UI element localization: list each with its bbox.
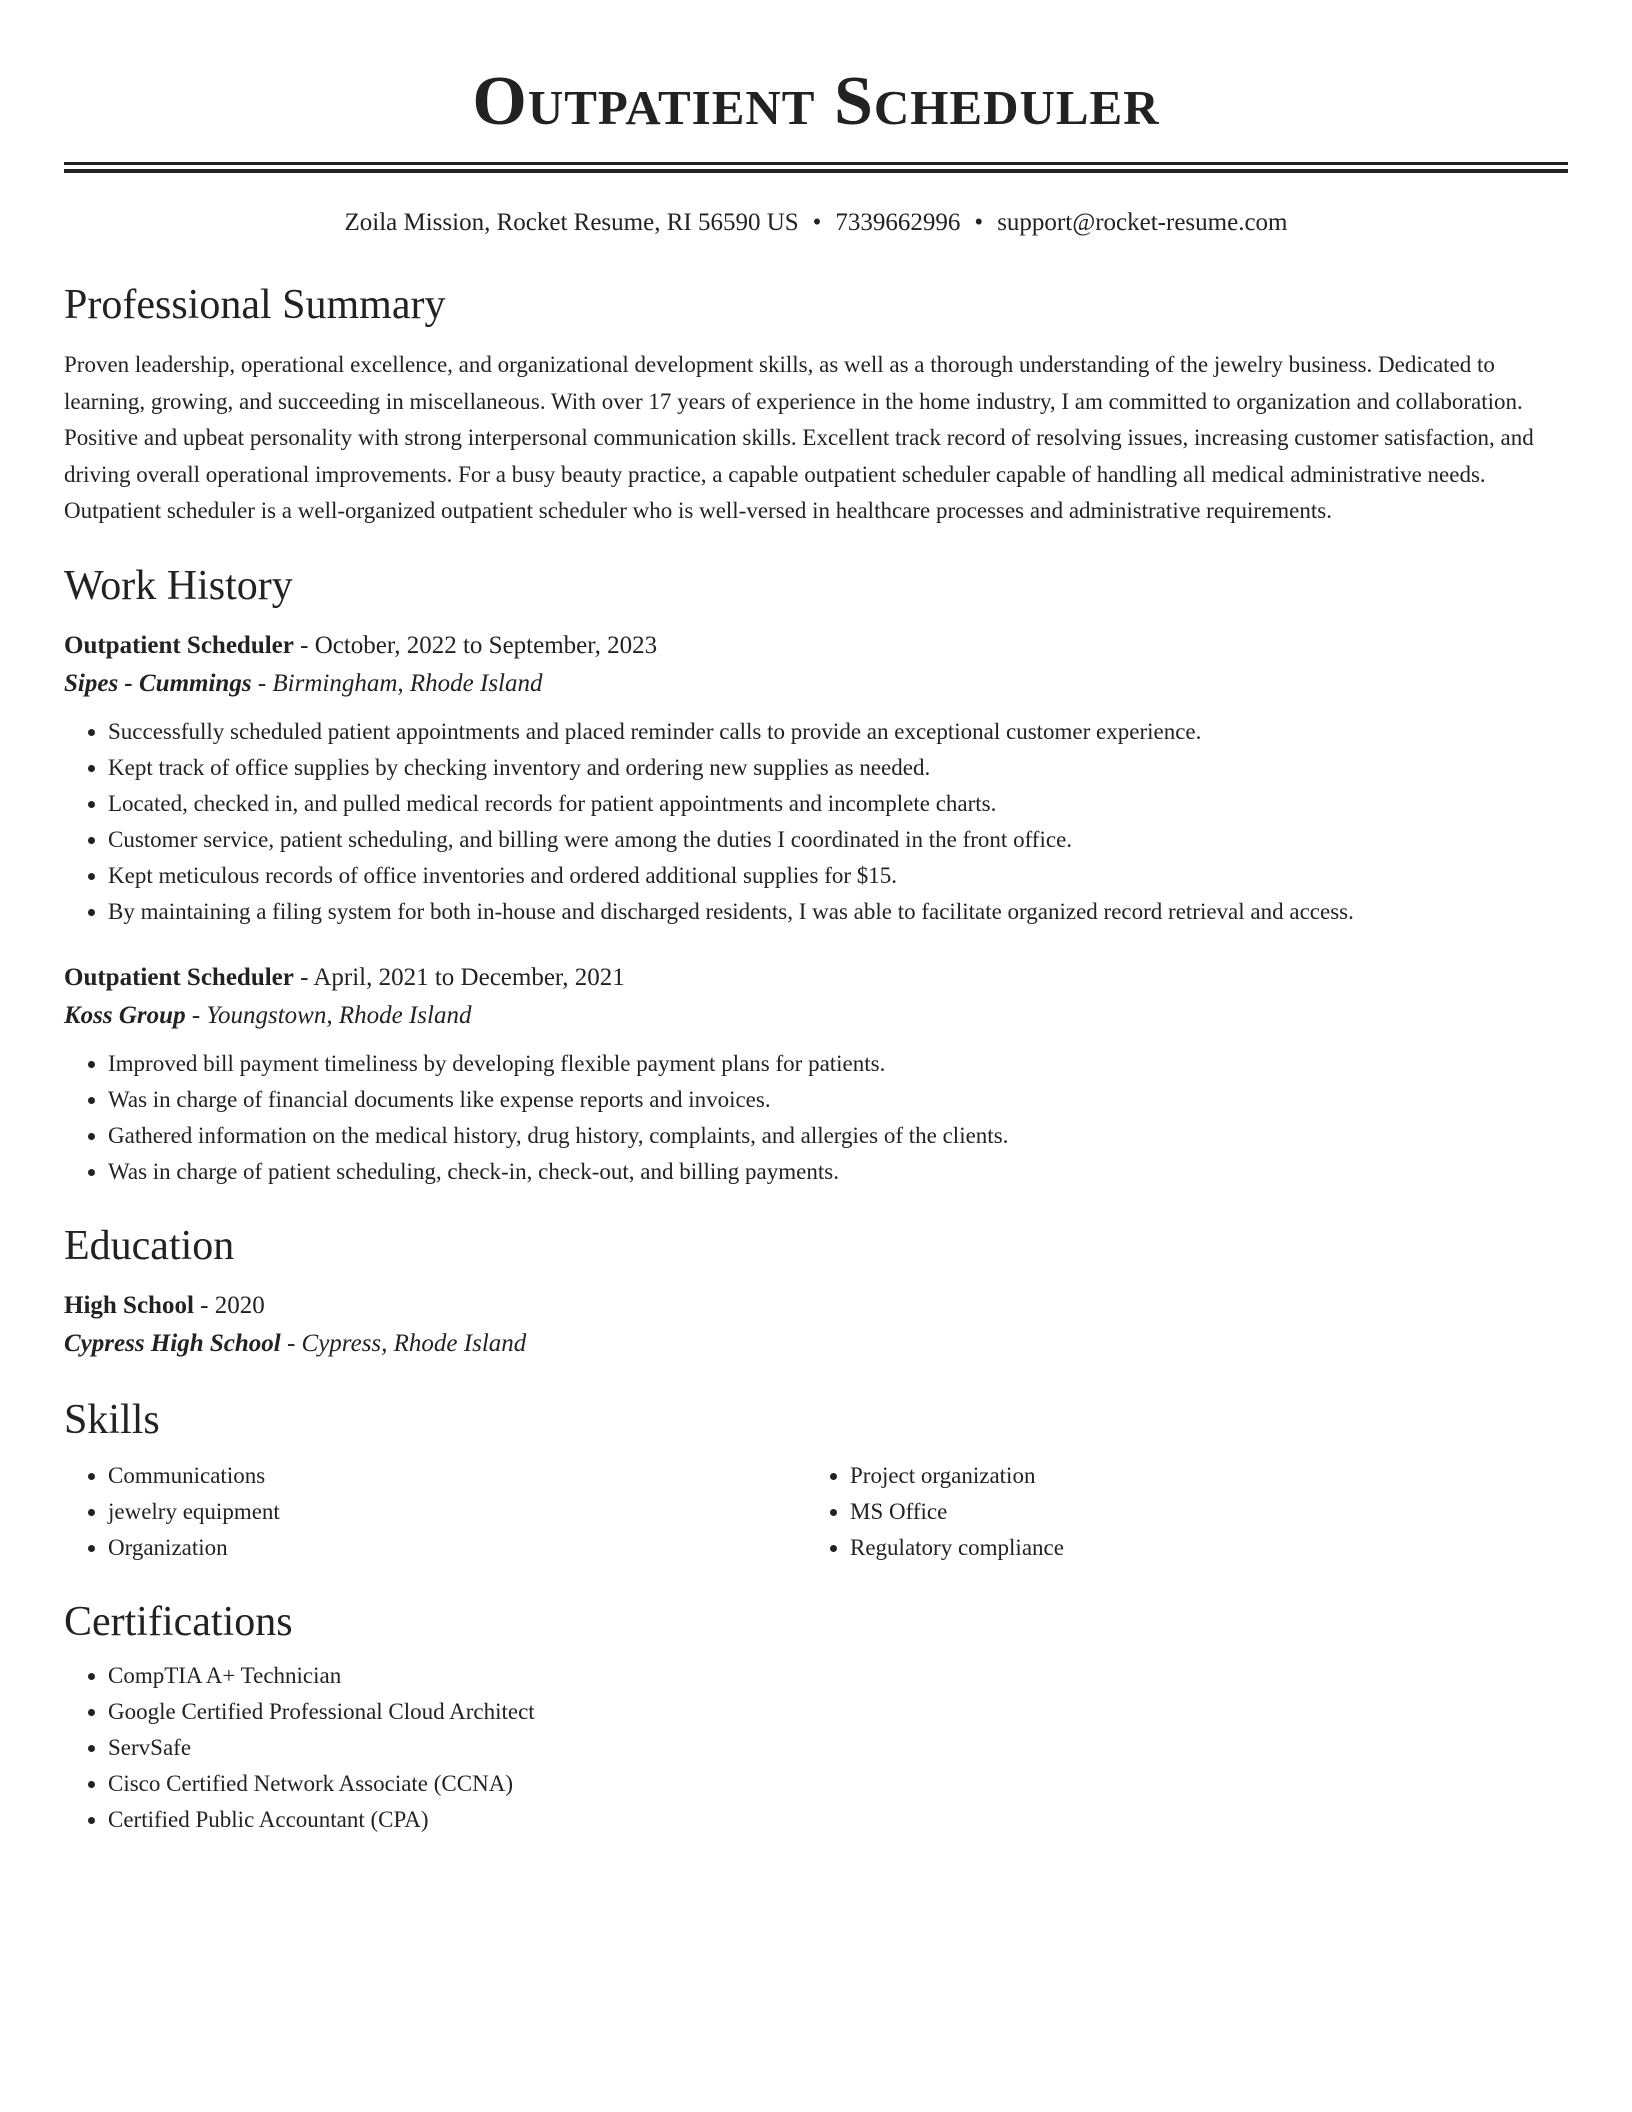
list-item: • Was in charge of financial documents like expense reports and invoices.	[108, 1082, 1568, 1118]
contact-email: support@rocket-resume.com	[997, 209, 1288, 236]
skills-grid	[64, 1458, 1568, 1566]
education-school: Cypress High School	[64, 1329, 281, 1357]
list-item: • CompTIA A+ Technician	[108, 1658, 1568, 1694]
list-item: • Improved bill payment timeliness by developing flexible payment plans for patients.	[108, 1046, 1568, 1082]
list-item: • jewelry equipment	[108, 1494, 806, 1530]
education-location: - Cypress, Rhode Island	[280, 1329, 527, 1357]
job-title-line	[64, 960, 1568, 996]
list-item: • Located, checked in, and pulled medical records for patient appointments and incomplete charts.	[108, 786, 1568, 822]
job-location: - Birmingham, Rhode Island	[251, 669, 543, 697]
contact-separator: •	[812, 209, 822, 236]
education-degree-line	[64, 1288, 1568, 1324]
job-role: Outpatient Scheduler	[64, 963, 294, 991]
skills-column-left	[64, 1458, 806, 1566]
list-item: • MS Office	[850, 1494, 1548, 1530]
candidate-name: Outpatient Scheduler	[472, 63, 1160, 140]
job-bullets	[64, 714, 1568, 930]
skills-heading: Skills	[64, 1396, 160, 1443]
contact-address: Zoila Mission, Rocket Resume, RI 56590 US	[344, 209, 799, 236]
list-item: • Organization	[108, 1530, 806, 1566]
certifications-heading: Certifications	[64, 1598, 293, 1645]
job-title-line	[64, 628, 1568, 664]
job-dates: - April, 2021 to December, 2021	[293, 963, 625, 991]
list-item: • Kept meticulous records of office inventories and ordered additional supplies for $15.	[108, 858, 1568, 894]
education-year: - 2020	[193, 1291, 265, 1319]
certifications-list	[64, 1658, 1568, 1838]
job-company-line	[64, 664, 1568, 704]
list-item: • Gathered information on the medical history, drug history, complaints, and allergies of the clients.	[108, 1118, 1568, 1154]
education-heading: Education	[64, 1222, 235, 1269]
list-item: • Certified Public Accountant (CPA)	[108, 1802, 1568, 1838]
job-company: Koss Group	[64, 1001, 186, 1029]
list-item: • Successfully scheduled patient appointments and placed reminder calls to provide an exceptional customer experience.	[108, 714, 1568, 750]
summary-heading: Professional Summary	[64, 282, 446, 328]
education-degree: High School	[64, 1291, 194, 1319]
list-item: • Communications	[108, 1458, 806, 1494]
list-item: • Was in charge of patient scheduling, check-in, check-out, and billing payments.	[108, 1154, 1568, 1190]
job-entry	[64, 960, 1568, 1190]
list-item: • Customer service, patient scheduling, and billing were among the duties I coordinated in the front office.	[108, 822, 1568, 858]
contact-line	[64, 207, 1568, 239]
contact-separator: •	[974, 209, 984, 236]
header-double-rule	[64, 162, 1568, 173]
job-company: Sipes - Cummings	[64, 669, 252, 697]
job-location: - Youngstown, Rhode Island	[185, 1001, 472, 1029]
list-item: • Google Certified Professional Cloud Architect	[108, 1694, 1568, 1730]
job-bullets	[64, 1046, 1568, 1190]
job-company-line	[64, 996, 1568, 1036]
work-history-heading: Work History	[64, 562, 293, 609]
list-item: • Project organization	[850, 1458, 1548, 1494]
list-item: • Regulatory compliance	[850, 1530, 1548, 1566]
contact-phone: 7339662996	[835, 209, 961, 236]
list-item: • Cisco Certified Network Associate (CCNA)	[108, 1766, 1568, 1802]
list-item: • By maintaining a filing system for both in-house and discharged residents, I was able to facilitate organized record retrieval and access.	[108, 894, 1568, 930]
list-item: • Kept track of office supplies by checking inventory and ordering new supplies as needed.	[108, 750, 1568, 786]
job-role: Outpatient Scheduler	[64, 631, 294, 659]
job-entry	[64, 628, 1568, 930]
skills-column-right	[806, 1458, 1548, 1566]
job-dates: - October, 2022 to September, 2023	[293, 631, 658, 659]
summary-text: Proven leadership, operational excellence, and organizational development skills, as well as a thorough understanding of the jewelry business. Dedicated to learning, growing, and succeeding in miscellaneous. With over 17 years of experience in the home industry, I am committed to organization and collaboration. Positive and upbeat personality with strong interpersonal communication skills. Excellent track record of resolving issues, increasing customer satisfaction, and driving overall operational improvements. For a busy beauty practice, a capable outpatient scheduler capable of handling all medical administrative needs. Outpatient scheduler is a well-organized outpatient scheduler who is well-versed in healthcare processes and administrative requirements.	[64, 352, 1534, 523]
list-item: • ServSafe	[108, 1730, 1568, 1766]
education-school-line	[64, 1324, 1568, 1364]
